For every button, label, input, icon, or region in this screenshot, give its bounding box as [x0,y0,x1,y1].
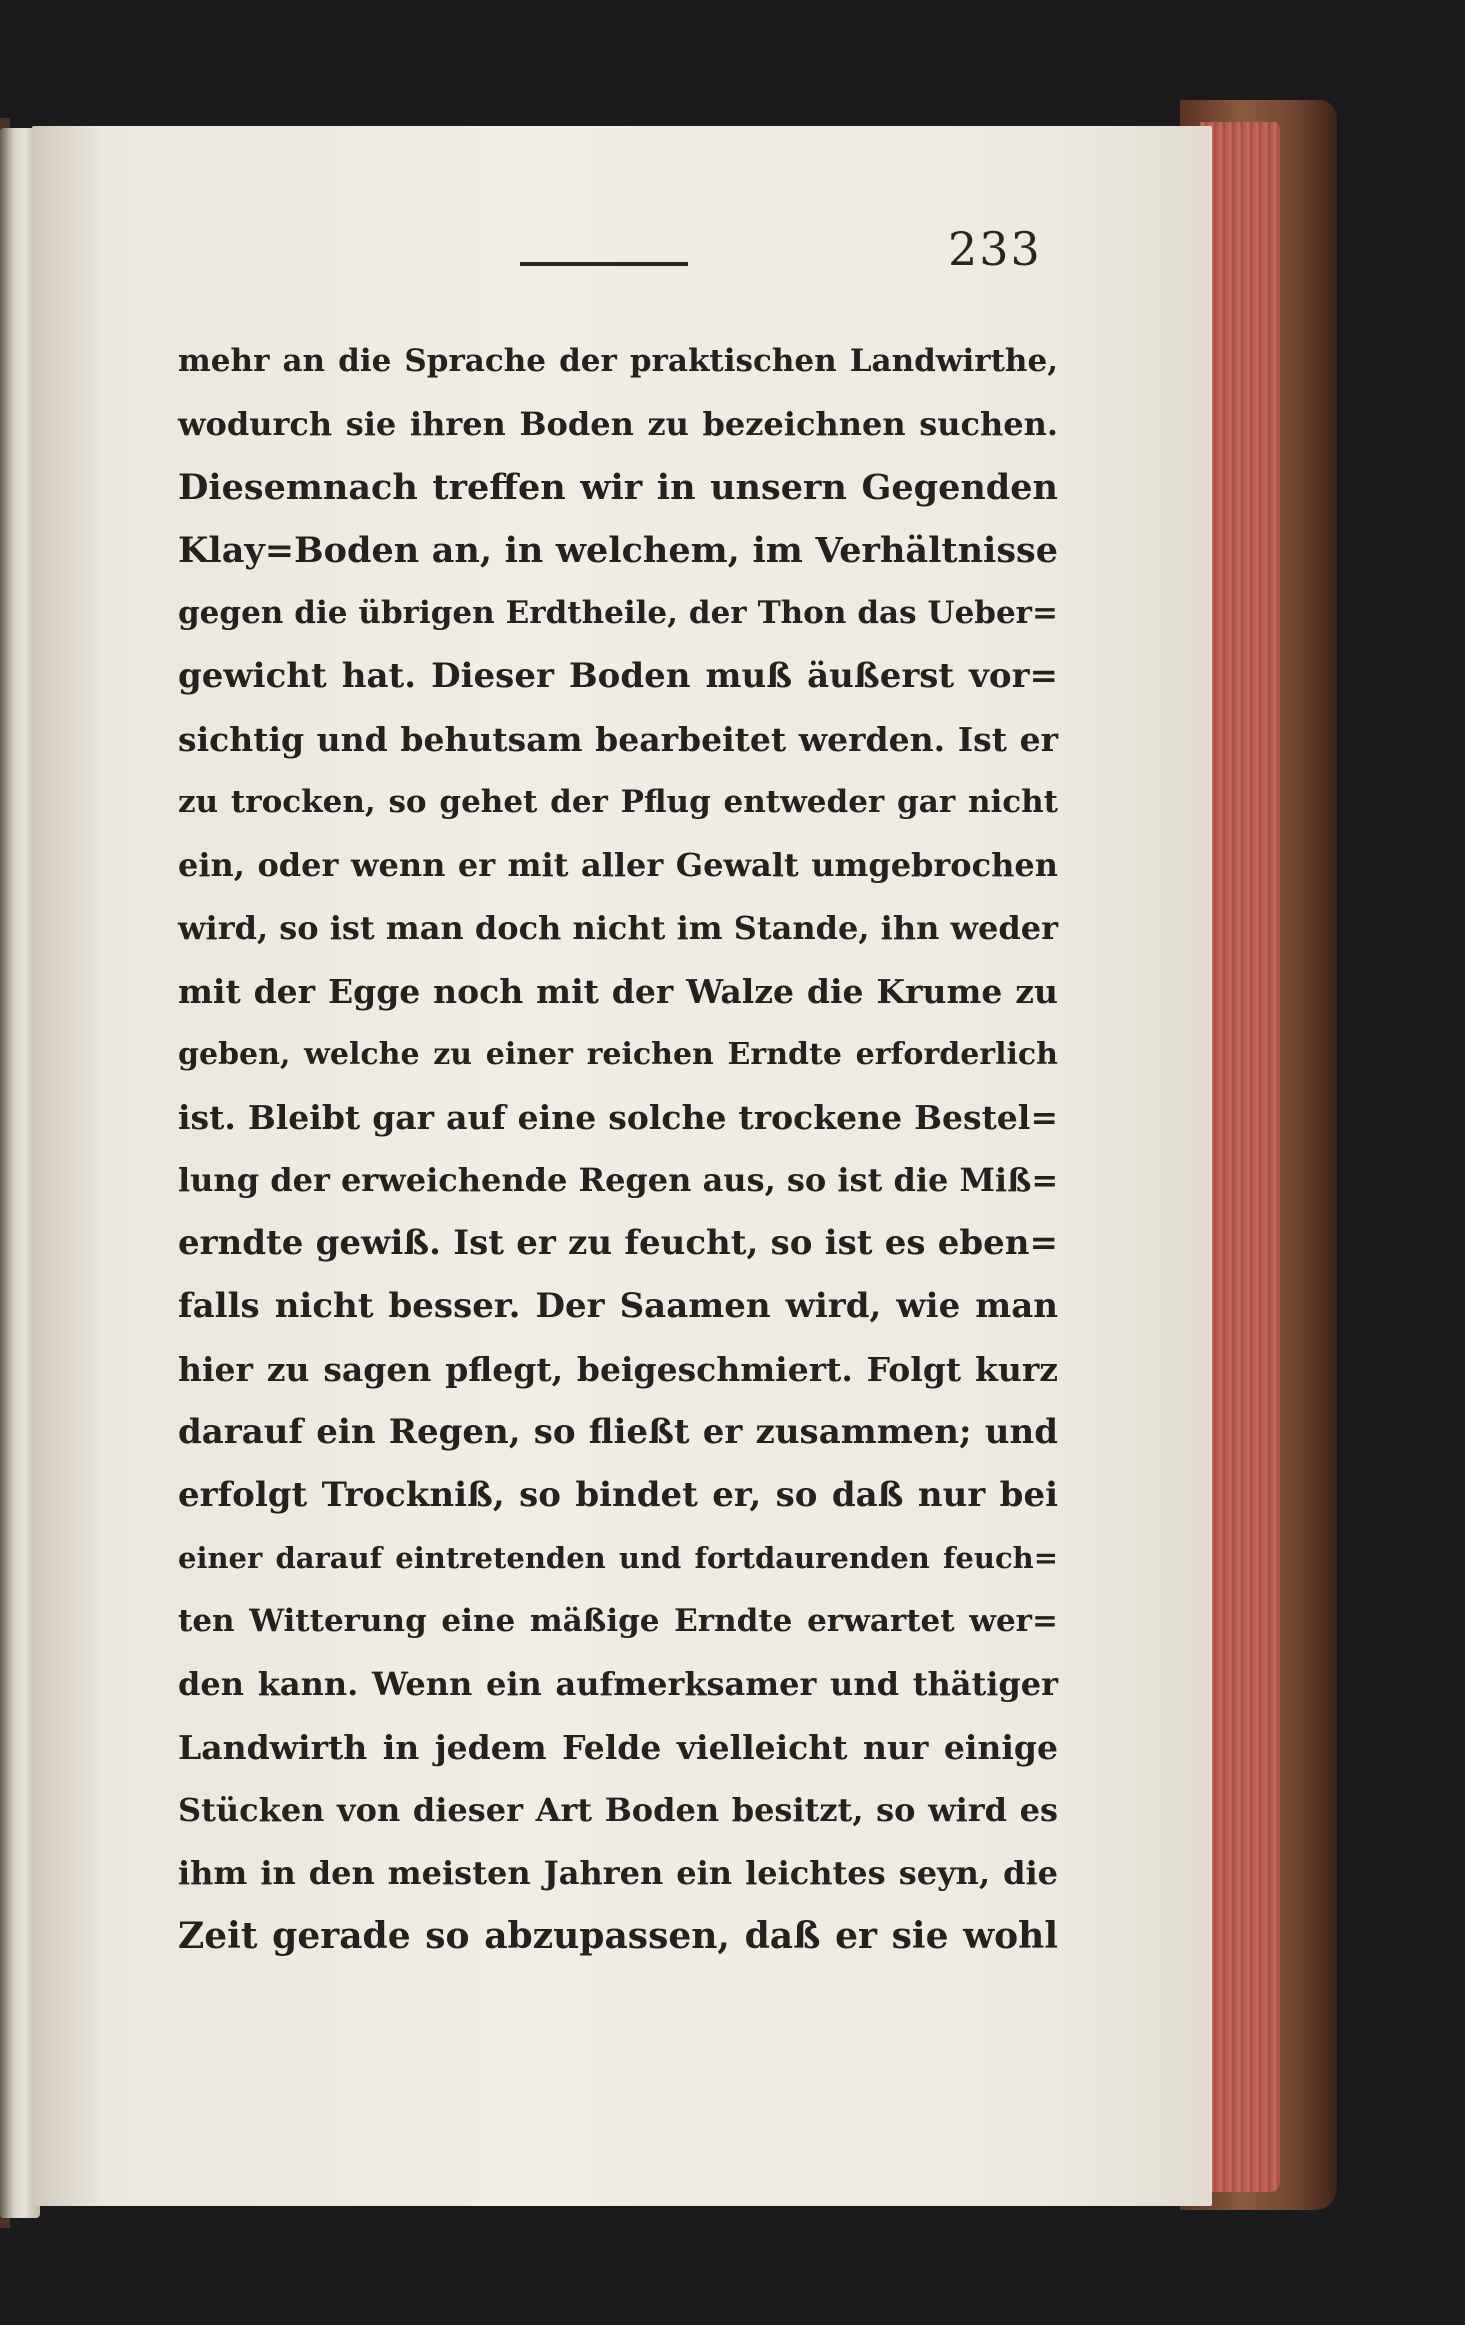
text-line: den kann. Wenn ein aufmerksamer und thätiger [178,1665,1058,1703]
text-line: erndte gewiß. Ist er zu feucht, so ist es eben= [178,1223,1058,1263]
text-line: mehr an die Sprache der praktischen Landwirthe, [178,343,1058,379]
page-edges [1200,122,1280,2192]
text-line: wodurch sie ihren Boden zu bezeichnen suchen. [178,405,1058,443]
text-line: erfolgt Trockniß, so bindet er, so daß nur bei [178,1475,1058,1515]
text-line: darauf ein Regen, so fließt er zusammen; und [178,1412,1058,1452]
text-line: geben, welche zu einer reichen Erndte erforderlich [178,1037,1058,1072]
text-line: wird, so ist man doch nicht im Stande, ihn weder [178,909,1058,947]
text-line: zu trocken, so gehet der Pflug entweder gar nicht [178,784,1058,820]
text-line: gewicht hat. Dieser Boden muß äußerst vor= [178,656,1058,696]
text-line: falls nicht besser. Der Saamen wird, wie man [178,1286,1058,1326]
text-line: Landwirth in jedem Felde vielleicht nur einige [178,1728,1058,1767]
header-rule [520,262,688,266]
text-line: ist. Bleibt gar auf eine solche trockene Bestel= [178,1098,1058,1137]
text-line: Diesemnach treffen wir in unsern Gegenden [178,467,1058,508]
body-text [178,330,1058,1968]
text-line: hier zu sagen pflegt, beigeschmiert. Folgt kurz [178,1350,1058,1389]
text-line: ihm in den meisten Jahren ein leichtes seyn, die [178,1854,1058,1892]
text-line: ten Witterung eine mäßige Erndte erwartet wer= [178,1603,1058,1639]
text-line: gegen die übrigen Erdtheile, der Thon das Ueber= [178,595,1058,631]
text-line: mit der Egge noch mit der Walze die Krume zu [178,972,1058,1011]
text-line: einer darauf eintretenden und fortdaurenden feuch= [178,1541,1058,1575]
text-line: Stücken von dieser Art Boden besitzt, so wird es [178,1791,1058,1829]
text-line: Klay=Boden an, in welchem, im Verhältnisse [178,530,1058,571]
text-line: ein, oder wenn er mit aller Gewalt umgebrochen [178,846,1058,884]
text-line: sichtig und behutsam bearbeitet werden. Ist er [178,720,1058,759]
text-line: lung der erweichende Regen aus, so ist die Miß= [178,1161,1059,1199]
text-line: Zeit gerade so abzupassen, daß er sie wohl [178,1915,1058,1957]
page-number: 233 [948,222,1042,276]
